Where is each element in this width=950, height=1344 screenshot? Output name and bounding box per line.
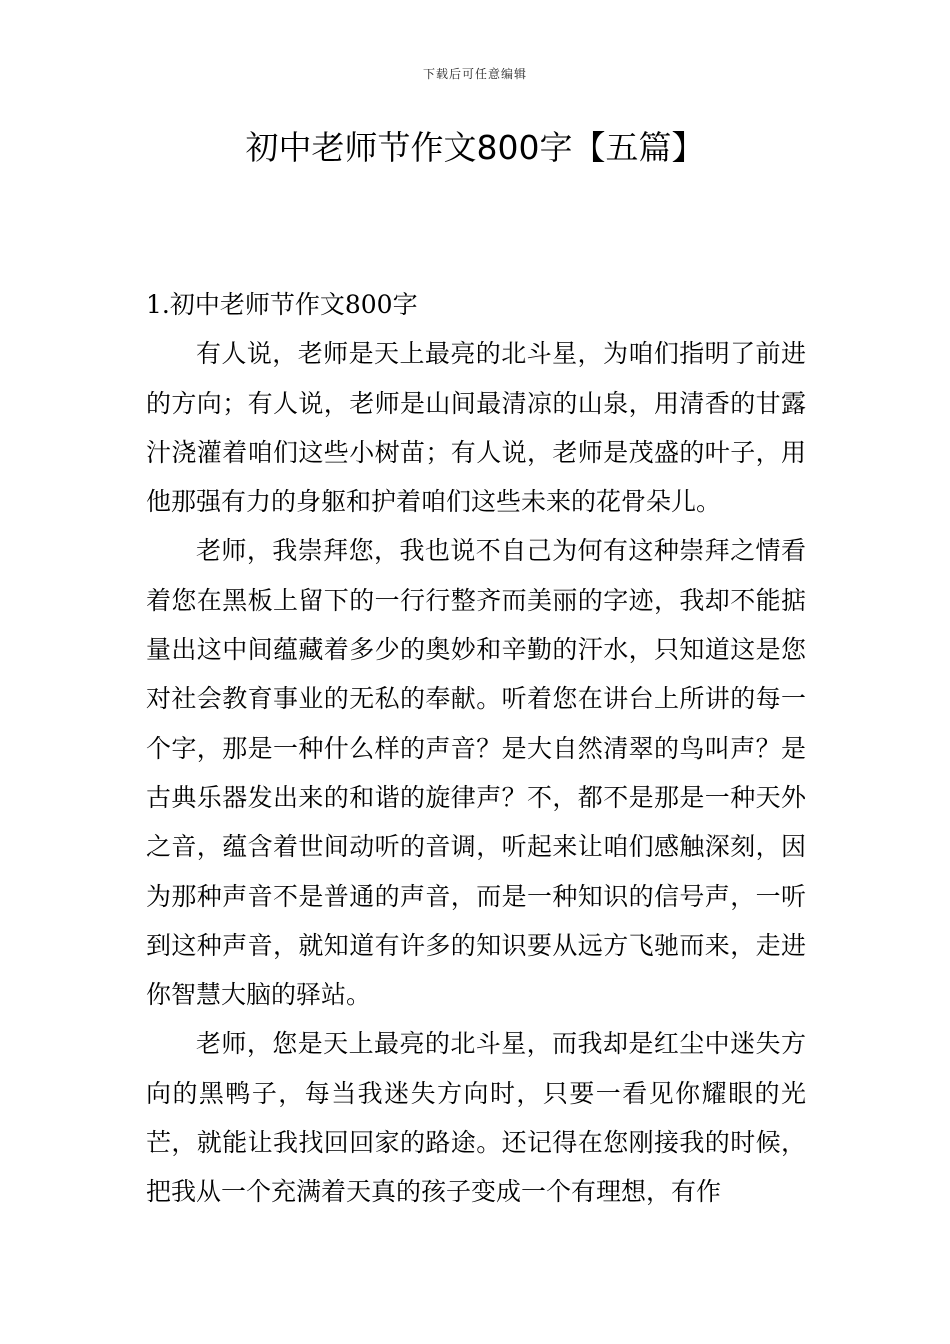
paragraph: 有人说，老师是天上最亮的北斗星，为咱们指明了前进的方向；有人说，老师是山间最清凉的山泉，用清香的甘露汁浇灌着咱们这些小树苗；有人说，老师是茂盛的叶子，用他那强有力的身躯和护着咱们这些未来的花骨朵儿。 — [146, 339, 806, 517]
document-body — [146, 280, 806, 1217]
paragraph: 老师，您是天上最亮的北斗星，而我却是红尘中迷失方向的黑鸭子，每当我迷失方向时，只要一看见你耀眼的光芒，就能让我找回回家的路途。还记得在您刚接我的时候，把我从一个充满着天真的孩子变成一个有理想，有作 — [146, 1029, 806, 1207]
paragraph: 老师，我崇拜您，我也说不自己为何有这种崇拜之情看着您在黑板上留下的一行行整齐而美丽的字迹，我却不能掂量出这中间蕴藏着多少的奥妙和辛勤的汗水，只知道这是您对社会教育事业的无私的奉献。听着您在讲台上所讲的每一个字，那是一种什么样的声音？是大自然清翠的鸟叫声？是古典乐器发出来的和谐的旋律声？不，都不是那是一种天外之音，蕴含着世间动听的音调，听起来让咱们感触深刻，因为那种声音不是普通的声音，而是一种知识的信号声，一听到这种声音，就知道有许多的知识要从远方飞驰而来，走进你智慧大脑的驿站。 — [146, 536, 806, 1010]
header-note: 下载后可任意编辑 — [422, 67, 527, 81]
document-title: 初中老师节作文800字【五篇】 — [245, 128, 705, 167]
section-heading: 1.初中老师节作文800字 — [146, 290, 418, 319]
